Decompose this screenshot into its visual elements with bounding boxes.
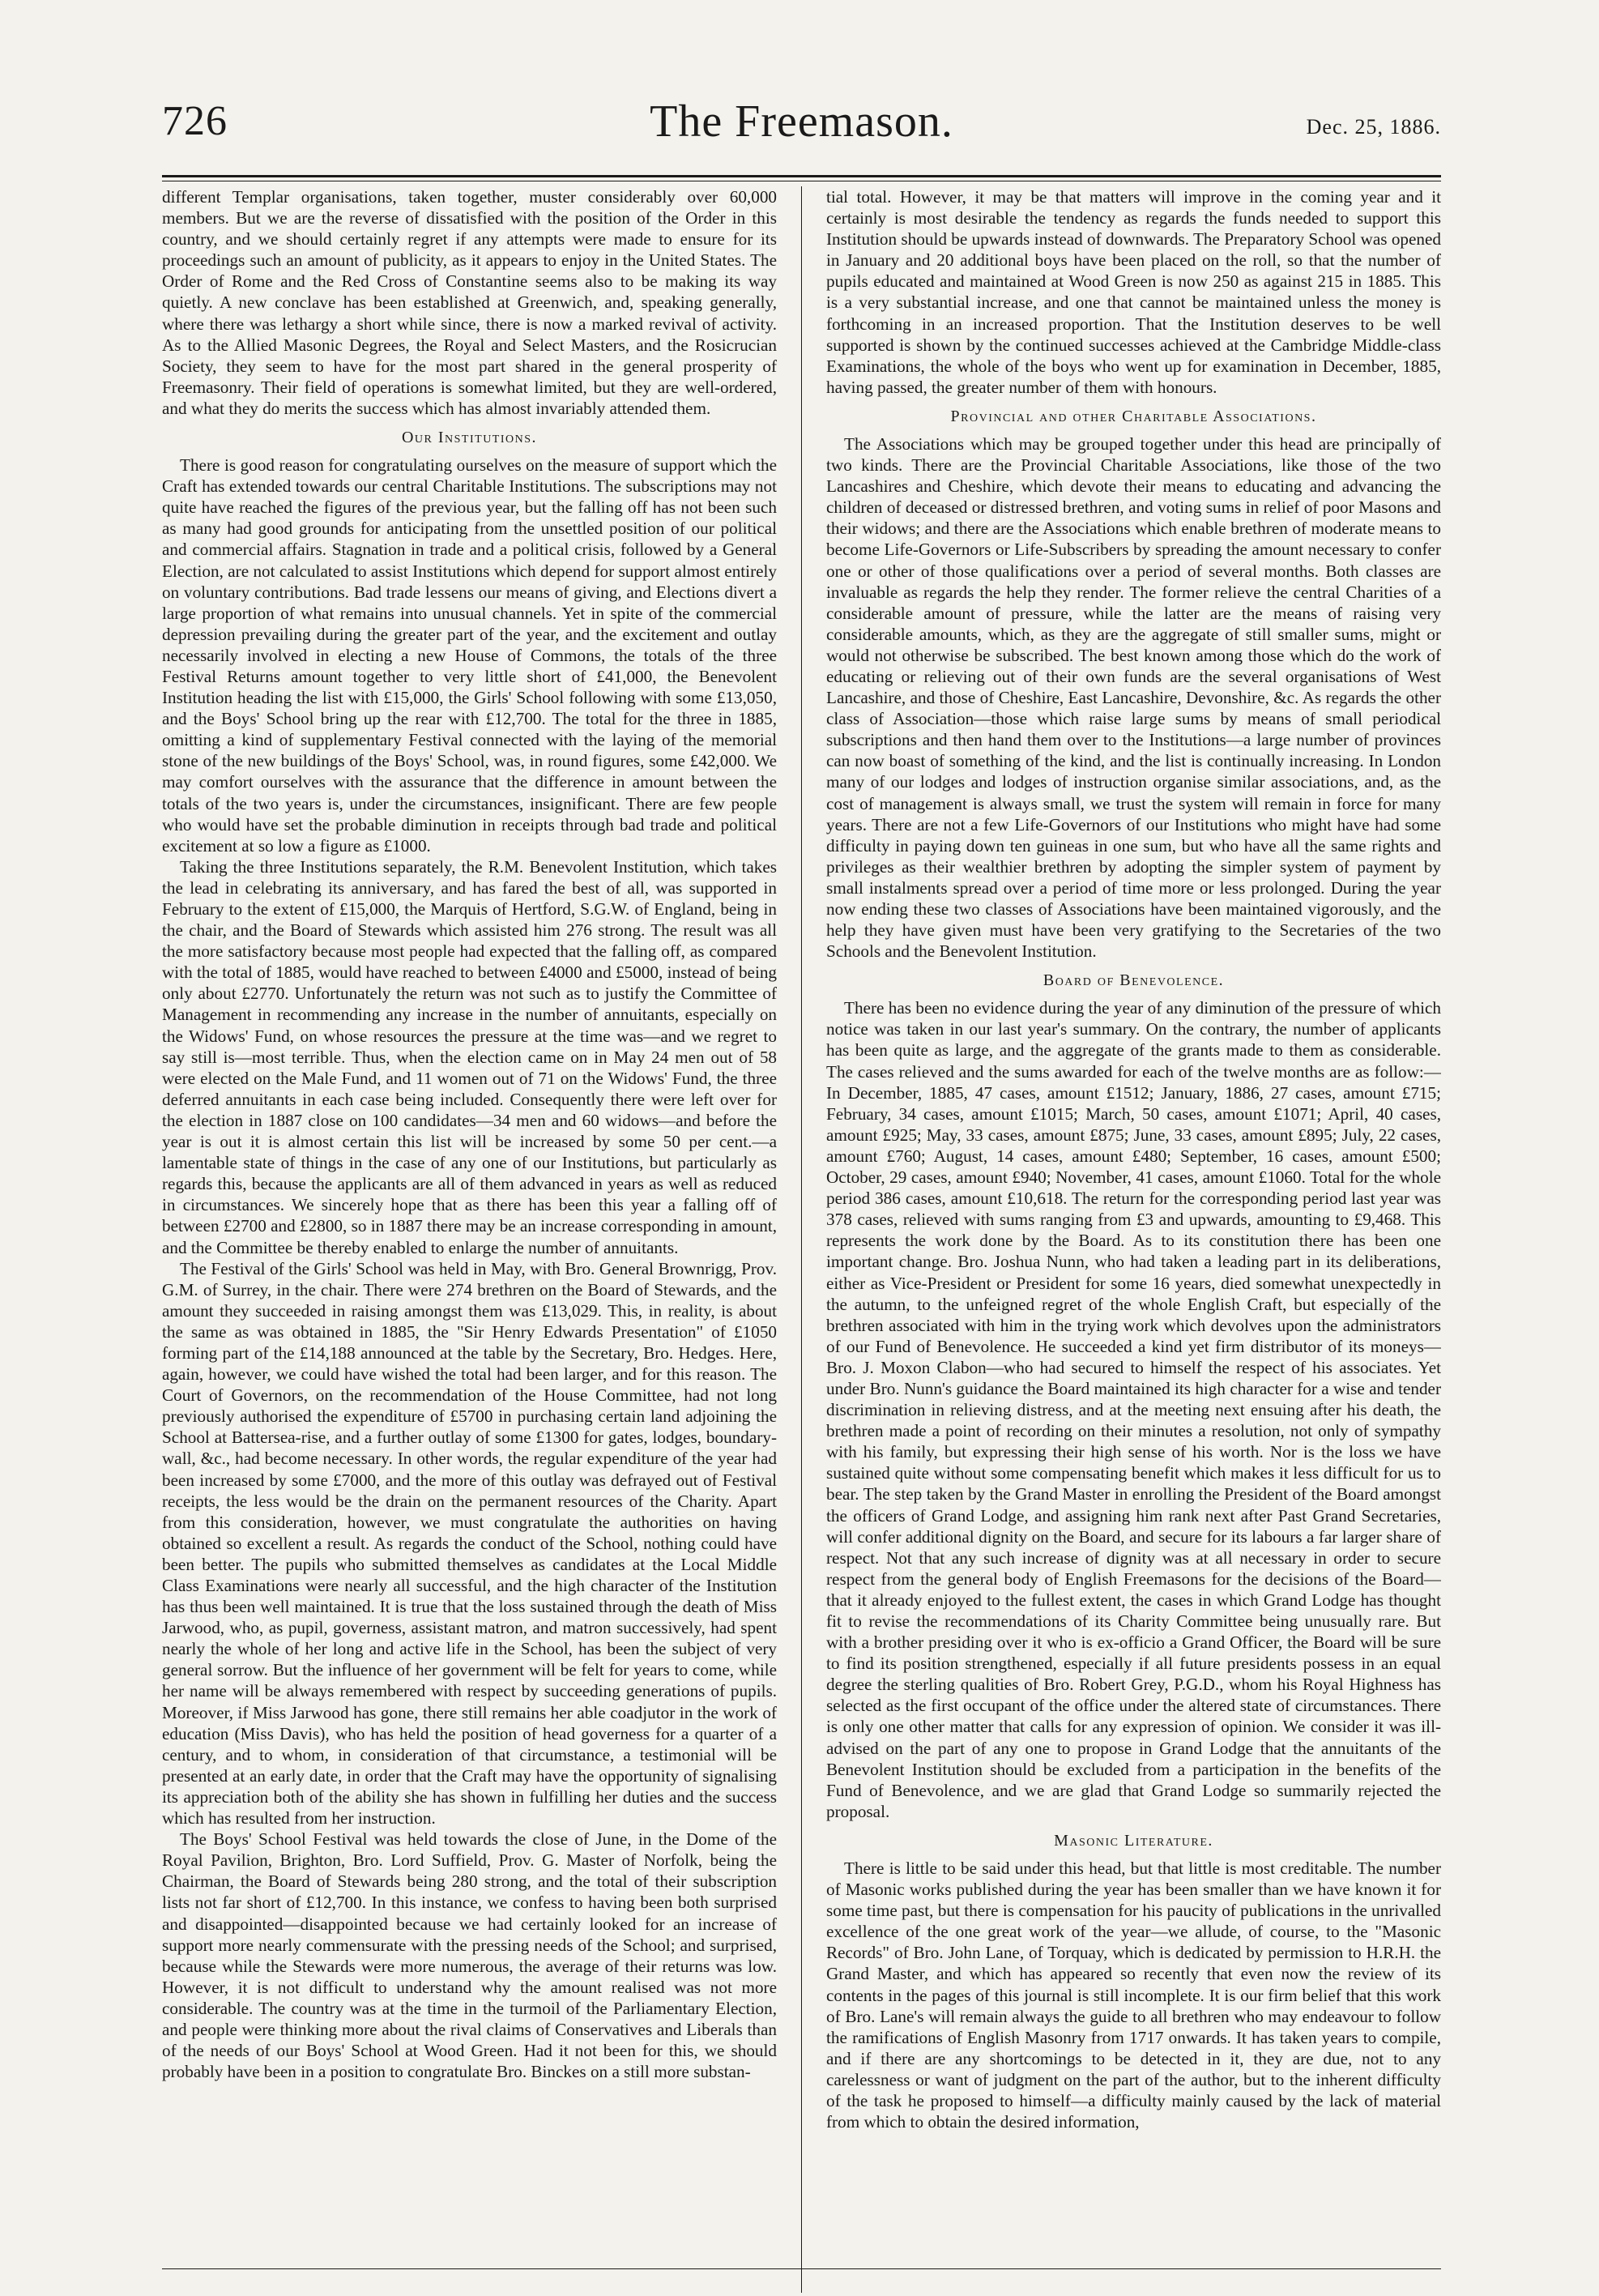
issue-date: Dec. 25, 1886. [1306,115,1441,139]
section-heading-masonic-literature: Masonic Literature. [1054,1831,1213,1850]
institutions-paragraph-2: Taking the three Institutions separately, the R.M. Benevolent Institution, which takes the lead in celebrating its anniversary, and has fared the best of all, was supported in February to the extent of £15,000, the Marquis of Hertford, S.G.W. of England, being in the chair, and the Board of Stewards which assisted him 276 strong. The result was all the more satisfactory because most people had expected that the falling off, as compared with the total of 1885, would have reached to between £4000 and £5000, instead of being only about £2770. Unfortunately the return was not such as to justify the Committee of Management in recommending any increase in the number of annuitants, especially on the Widows' Fund, on whose resources the pressure at the time was—and we regret to say still is—most terrible. Thus, when the election came on in May 24 men out of 58 were elected on the Male Fund, and 11 women out of 71 on the Widows' Fund, the three deferred annuitants in each case being included. Consequently there were left over for the election in 1887 close on 100 candidates—34 men and 60 widows—and before the year is out it is almost certain this list will be increased by some 50 per cent.—a lamentable state of things in the case of any one of our Institutions, but particularly as regards this, because the applicants are all of them advanced in years as well as reduced in circumstances. We sincerely hope that as there has been this year a falling off of between £2700 and £2800, so in 1887 there may be an increase corresponding in amount, and the Committee be thereby enabled to enlarge the number of annuitants. [162,856,778,1257]
bottom-rule [162,2268,1441,2269]
right-intro-paragraph: tial total. However, it may be that matters will improve in the coming year and it certainly is most desirable the tendency as regards the funds needed to support this Institution should be upwards instead of downwards. The Preparatory School was opened in January and 20 additional boys have been placed on the roll, so that the number of pupils educated and maintained at Wood Green is now 250 as against 215 in 1885. This is a very substantial increase, and one that cannot be maintained unless the money is forthcoming in an increased proportion. That the Institution deserves to be well supported is shown by the continued successes achieved at the Cambridge Middle-class Examinations, the whole of the boys who went up for examination in December, 1885, having passed, the greater number of them with honours. [826,187,1441,397]
masthead [162,96,1441,170]
column-divider [801,186,802,2293]
benevolence-paragraph: There has been no evidence during the year of any diminution of the pressure of which notice was taken in our last year's summary. On the contrary, the number of applicants has been quite as large, and the aggregate of the grants made to them as considerable. The cases relieved and the sums awarded for each of the twelve months are as follow:—In December, 1885, 47 cases, amount £1512; January, 1886, 27 cases, amount £715; February, 34 cases, amount £1015; March, 50 cases, amount £1071; April, 40 cases, amount £925; May, 33 cases, amount £875; June, 33 cases, amount £895; July, 22 cases, amount £760; August, 14 cases, amount £480; September, 16 cases, amount £500; October, 29 cases, amount £940; November, 41 cases, amount £1060. Total for the whole period 386 cases, amount £10,618. The return for the corresponding period last year was 378 cases, relieved with sums ranging from £3 and upwards, amounting to £9,468. This represents the work done by the Board. As to its constitution there has been one important change. Bro. Joshua Nunn, who had taken a leading part in its deliberations, either as Vice-President or President for some 16 years, died somewhat unexpectedly in the autumn, to the unfeigned regret of the whole English Craft, but especially of the brethren associated with him in the trying work which devolves upon the administrators of our Fund of Benevolence. He succeeded a kind yet firm distributor of its moneys—Bro. J. Moxon Clabon—who had secured to himself the respect of his associates. Yet under Bro. Nunn's guidance the Board maintained its high character for a wise and tender discrimination in relieving distress, and at the meeting next ensuing after his death, the brethren made a point of recording on their minutes a resolution, not only of sympathy with his family, but expressing their high sense of his worth. Nor is the loss we have sustained quite without some compensating benefit which makes it less difficult for us to bear. The step taken by the Grand Master in enrolling the President of the Board amongst the officers of Grand Lodge, and assigning him rank next after Past Grand Secretaries, will confer additional dignity on the Board, and secure for its labours a far larger share of respect. Not that any such increase of dignity was at all necessary in order to secure respect from the general body of English Freemasons for the decisions of the Board—that it already enjoyed to the fullest extent, the cases in which Grand Lodge has thought fit to revise the recommendations of its Charity Committee being unusually rare. But with a brother presiding over it who is ex-officio a Grand Officer, the Board will be sure to find its position strengthened, especially if all future presidents possess in an equal degree the sterling qualities of Bro. Robert Grey, P.G.D., whom his Royal Highness has selected as the first occupant of the office under the altered state of circumstances. There is only one other matter that calls for any expression of opinion. We consider it was ill-advised on the part of any one to propose in Grand Lodge that the annuitants of the Benevolent Institution should be excluded from a participation in the benefits of the Fund of Benevolence, and we are glad that Grand Lodge so summarily rejected the proposal. [826,998,1441,1821]
institutions-paragraph-1: There is good reason for congratulating ourselves on the measure of support which the Craft has extended towards our central Charitable Institutions. The subscriptions may not quite have reached the figures of the previous year, but the falling off has not been such as many had good grounds for anticipating from the unsettled position of our political and commercial affairs. Stagnation in trade and a political crisis, followed by a General Election, are not calculated to assist Institutions which depend for support almost entirely on voluntary contributions. Bad trade lessens our means of giving, and Elections divert a large proportion of what remains into unusual channels. Yet in spite of the commercial depression prevailing during the greater part of the year, and the excitement and outlay necessarily involved in electing a new House of Commons, the totals of the three Festival Returns amount together to very little short of £41,000, the Benevolent Institution heading the list with £15,000, the Girls' School following with some £13,050, and the Boys' School bring up the rear with £12,700. The total for the three in 1885, omitting a kind of supplementary Festival connected with the laying of the memorial stone of the new buildings of the Boys' School, was, in round figures, some £42,000. We may comfort ourselves with the assurance that the difference in amount between the totals of the two years is, under the circumstances, insignificant. There are few people who would have set the probable diminution in receipts through bad trade and political excitement at so low a figure as £1000. [162,455,778,856]
section-heading-provincial-associations: Provincial and other Charitable Associations. [950,407,1317,425]
page-number: 726 [162,98,228,144]
associations-paragraph: The Associations which may be grouped together under this head are principally of two kinds. There are the Provincial Charitable Associations, like those of the two Lancashires and Cheshire, which devote their means to educating and advancing the children of deceased or distressed brethren, and voting sums in relief of poor Masons and their widows; and there are the Associations which enable brethren of moderate means to become Life-Governors or Life-Subscribers by spreading the amount necessary to confer one or other of those qualifications over a period of several months. Both classes are invaluable as regards the help they render. The former relieve the central Charities of a considerable amount of pressure, while the latter are the means of raising very considerable amounts, which, as they are the aggregate of still smaller sums, might or would not otherwise be subscribed. The best known among those which do the work of educating or relieving out of their own funds are the several organisations of West Lancashire, and those of Cheshire, East Lancashire, Devonshire, &c. As regards the other class of Association—those which raise large sums by means of small periodical subscriptions and then hand them over to the Institutions—a large number of provinces can now boast of something of the kind, and the list is continually increasing. In London many of our lodges and lodges of instruction organise similar associations, and, as the cost of management is always small, we trust the system will remain in force for many years. There are not a few Life-Governors of our Institutions who might have had some difficulty in paying down ten guineas in one sum, but who have all the same rights and privileges as their wealthier brethren by adopting the simpler system of payment by small instalments spread over a period of time more or less prolonged. During the year now ending these two classes of Associations have been maintained vigorously, and the help they have given must have been very gratifying to the Secretaries of the two Schools and the Benevolent Institution. [826,433,1441,962]
left-column [162,186,777,2293]
right-column [826,186,1441,2293]
newspaper-title: The Freemason. [650,96,953,147]
literature-paragraph: There is little to be said under this head, but that little is most creditable. The number of Masonic works published during the year has been smaller than we have known it for some time past, but there is compensation for his paucity of publications in the unrivalled excellence of the one great work of the year—we allude, of course, to the "Masonic Records" of Bro. John Lane, of Torquay, which is dedicated by permission to H.R.H. the Grand Master, and which has appeared so recently that even now the review of its contents in the pages of this journal is still incomplete. It is our firm belief that this work of Bro. Lane's will remain always the guide to all brethren who may endeavour to follow the ramifications of English Masonry from 1717 onwards. It has taken years to compile, and if there are any shortcomings to be detected in it, they are due, not to any carelessness or want of judgment on the part of the author, but to the inherent difficulty of the task he proposed to himself—a difficulty mainly caused by the lack of material from which to obtain the desired information, [826,1858,1441,2132]
masthead-rule [162,175,1441,181]
institutions-paragraph-3: The Festival of the Girls' School was held in May, with Bro. General Brownrigg, Prov. G.M. of Surrey, in the chair. There were 274 brethren on the Board of Stewards, and the amount they succeeded in raising amongst them was £13,029. This, in reality, is about the same as was obtained in 1885, the "Sir Henry Edwards Presentation" of £1050 forming part of the £14,188 announced at the table by the Secretary, Bro. Hedges. Here, again, however, we could have wished the total had been larger, and for this reason. The Court of Governors, on the recommendation of the House Committee, had not long previously authorised the expenditure of £5700 in purchasing certain land adjoining the School at Battersea-rise, and a further outlay of some £1300 for gates, lodges, boundary-wall, &c., had become necessary. In other words, the regular expenditure of the year had been increased by some £7000, and the more of this outlay was defrayed out of Festival receipts, the less would be the drain on the permanent resources of the Charity. Apart from this consideration, however, we must congratulate the authorities on having obtained so excellent a result. As regards the conduct of the School, nothing could have been better. The pupils who submitted themselves as candidates at the Local Middle Class Examinations were nearly all successful, and the high character of the Institution has thus been well maintained. It is true that the loss sustained through the death of Miss Jarwood, who, as pupil, governess, assistant matron, and matron successively, had spent nearly the whole of her long and active life in the School, has been the subject of very general sorrow. But the influence of her government will be felt for years to come, while her name will be always remembered with respect by succeeding generations of pupils. Moreover, if Miss Jarwood has gone, there still remains her able coadjutor in the work of education (Miss Davis), who has held the position of head governess for a quarter of a century, and to whom, in consideration of that circumstance, a testimonial will be presented at an early date, in order that the Craft may have the opportunity of signalising its appreciation both of the ability she has shown in fulfilling her duties and the success which has resulted from her instruction. [162,1258,778,1829]
section-heading-our-institutions: Our Institutions. [401,429,538,447]
institutions-paragraph-4: The Boys' School Festival was held towards the close of June, in the Dome of the Royal Pavilion, Brighton, Bro. Lord Suffield, Prov. G. Master of Norfolk, being the Chairman, the Board of Stewards being 280 strong, and the total of their subscription lists not far short of £12,700. In this instance, we confess to having been both surprised and disappointed—disappointed because we had certainly looked for an increase of support more nearly commensurate with the pressing needs of the School; and surprised, because while the Stewards were more numerous, the average of their returns was low. However, it is not difficult to understand why the amount realised was not more considerable. The country was at the time in the turmoil of the Parliamentary Election, and people were thinking more about the rival claims of Conservatives and Liberals than of the needs of our Boys' School at Wood Green. Had it not been for this, we should probably have been in a position to congratulate Bro. Binckes on a still more substan- [162,1829,778,2082]
left-intro-paragraph: different Templar organisations, taken together, muster considerably over 60,000 members. But we are the reverse of dissatisfied with the position of the Order in this country, and we should certainly regret if any attempts were made to ensure for its proceedings such an amount of publicity, as it appears to enjoy in the United States. The Order of Rome and the Red Cross of Constantine seems also to be making its way quietly. A new conclave has been established at Greenwich, and, speaking generally, where there was lethargy a short while since, there is now a marked revival of activity. As to the Allied Masonic Degrees, the Royal and Select Masters, and the Rosicrucian Society, they seem to have for the most part shared in the general prosperity of Freemasonry. Their field of operations is somewhat limited, but they are well-ordered, and what they do merits the success which has almost invariably attended them. [162,187,778,418]
section-heading-board-of-benevolence: Board of Benevolence. [1043,971,1225,990]
article-columns [162,186,1441,2293]
